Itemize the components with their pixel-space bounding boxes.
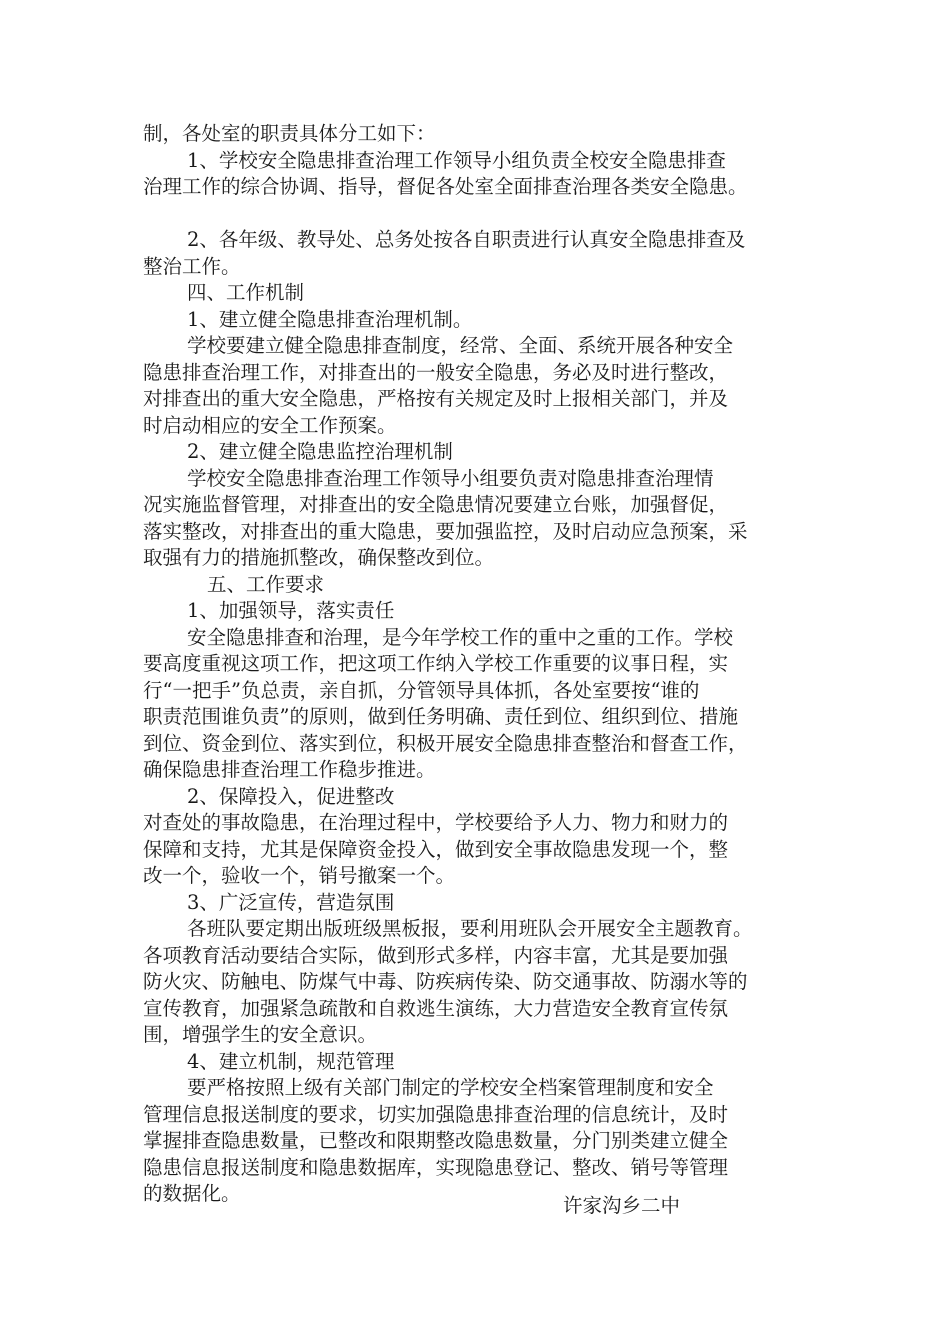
paragraph-line: 隐患排查治理工作，对排查出的一般安全隐患，务必及时进行整改， xyxy=(143,360,729,384)
document-body xyxy=(143,121,815,1208)
subheading: 2、建立健全隐患监控治理机制 xyxy=(187,440,453,463)
paragraph-line: 各项教育活动要结合实际，做到形式多样，内容丰富，尤其是要加强 xyxy=(143,943,729,967)
paragraph-line: 各班队要定期出版班级黑板报，要利用班队会开展安全主题教育。 xyxy=(187,917,753,940)
subheading: 3、广泛宣传，营造氛围 xyxy=(187,890,395,914)
paragraph-line: 时启动相应的安全工作预案。 xyxy=(143,413,397,437)
text-line: 整治工作。 xyxy=(143,254,241,278)
paragraph-line: 到位、资金到位、落实到位，积极开展安全隐患排查整治和督查工作， xyxy=(143,731,748,755)
paragraph-line: 防火灾、防触电、防煤气中毒、防疾病传染、防交通事故、防溺水等的 xyxy=(143,970,748,993)
blank-line xyxy=(143,201,815,228)
section-heading-5: 五、工作要求 xyxy=(207,572,325,596)
paragraph-line: 学校安全隐患排查治理工作领导小组要负责对隐患排查治理情 xyxy=(187,466,714,490)
paragraph-line: 行“一把手”负总责，亲自抓，分管领导具体抓，各处室要按“谁的 xyxy=(143,678,700,702)
paragraph-line: 落实整改，对排查出的重大隐患，要加强监控，及时启动应急预案，采 xyxy=(143,519,748,543)
paragraph-line: 要严格按照上级有关部门制定的学校安全档案管理制度和安全 xyxy=(187,1076,714,1099)
paragraph-line: 宣传教育，加强紧急疏散和自救逃生演练，大力营造安全教育宣传氛 xyxy=(143,996,729,1020)
section-heading-4: 四、工作机制 xyxy=(187,281,305,304)
paragraph-line: 管理信息报送制度的要求，切实加强隐患排查治理的信息统计，及时 xyxy=(143,1102,729,1126)
text-line: 制，各处室的职责具体分工如下： xyxy=(143,122,436,145)
list-item-1: 1、学校安全隐患排查治理工作领导小组负责全校安全隐患排查 xyxy=(187,148,726,172)
list-item-2: 2、各年级、教导处、总务处按各自职责进行认真安全隐患排查及 xyxy=(187,228,746,251)
subheading: 1、加强领导，落实责任 xyxy=(187,599,395,622)
paragraph-line: 对查处的事故隐患，在治理过程中，学校要给予人力、物力和财力的 xyxy=(143,811,729,834)
subheading: 4、建立机制，规范管理 xyxy=(187,1049,395,1073)
paragraph-line: 取强有力的措施抓整改，确保整改到位。 xyxy=(143,546,495,569)
subheading: 1、建立健全隐患排查治理机制。 xyxy=(187,307,473,331)
paragraph-line: 的数据化。 xyxy=(143,1182,241,1205)
subheading: 2、保障投入，促进整改 xyxy=(187,784,395,808)
paragraph-line: 学校要建立健全隐患排查制度，经常、全面、系统开展各种安全 xyxy=(187,334,734,357)
paragraph-line: 职责范围谁负责”的原则，做到任务明确、责任到位、组织到位、措施 xyxy=(143,705,738,728)
paragraph-line: 改一个，验收一个，销号撤案一个。 xyxy=(143,864,456,887)
paragraph-line: 围，增强学生的安全意识。 xyxy=(143,1023,378,1046)
paragraph-line: 安全隐患排查和治理，是今年学校工作的重中之重的工作。学校 xyxy=(187,625,734,649)
text-line: 治理工作的综合协调、指导，督促各处室全面排查治理各类安全隐患。 xyxy=(143,175,748,198)
paragraph-line: 况实施监督管理，对排查出的安全隐患情况要建立台账，加强督促， xyxy=(143,493,729,516)
paragraph-line: 隐患信息报送制度和隐患数据库，实现隐患登记、整改、销号等管理 xyxy=(143,1155,729,1179)
signature-school-name: 许家沟乡二中 xyxy=(563,1194,681,1217)
paragraph-line: 要高度重视这项工作，把这项工作纳入学校工作重要的议事日程，实 xyxy=(143,652,729,675)
paragraph-line: 确保隐患排查治理工作稳步推进。 xyxy=(143,758,436,781)
paragraph-line: 掌握排查隐患数量，已整改和限期整改隐患数量，分门别类建立健全 xyxy=(143,1129,729,1152)
paragraph-line: 对排查出的重大安全隐患，严格按有关规定及时上报相关部门，并及 xyxy=(143,387,729,410)
paragraph-line: 保障和支持，尤其是保障资金投入，做到安全事故隐患发现一个，整 xyxy=(143,837,729,861)
